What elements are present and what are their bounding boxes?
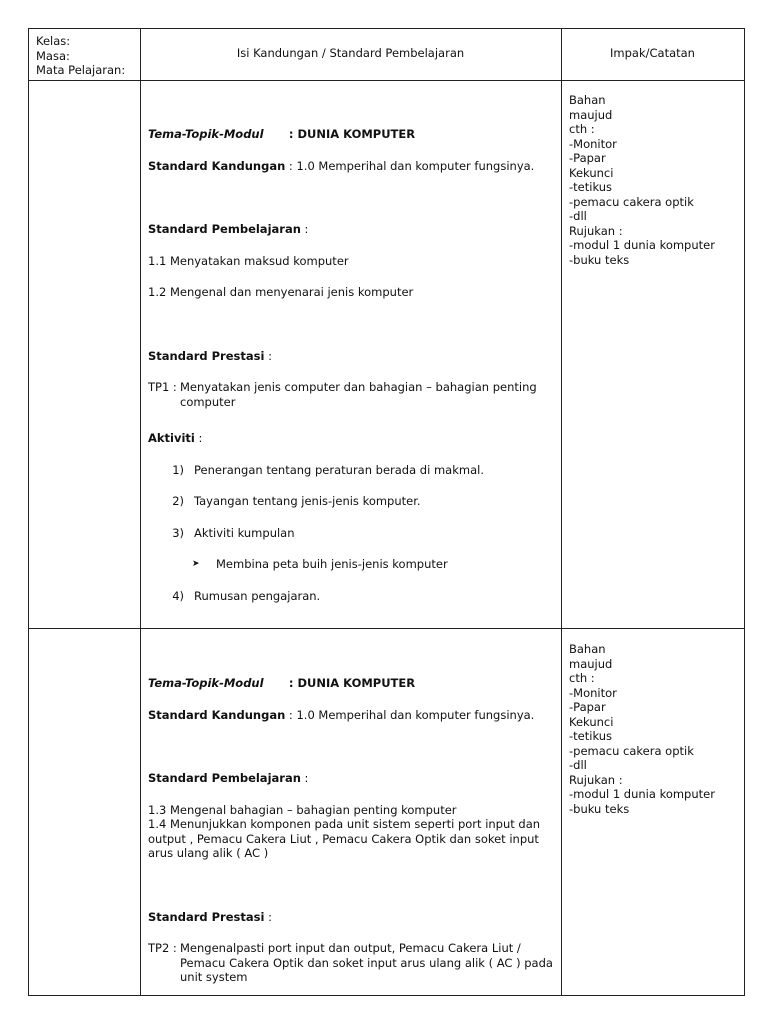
activity-number: 4) [172,588,184,603]
note-line: cth : [569,122,595,136]
note-line: Kekunci [569,165,614,180]
tema-value: : DUNIA KOMPUTER [288,676,416,690]
header-kelas: Kelas: [36,34,71,48]
prestasi-label: Standard Prestasi [148,348,265,363]
table-border-right [744,28,745,996]
note-line: Rujukan : [569,223,623,238]
sub-activity-item [192,557,553,572]
note-line: -Monitor [569,685,617,700]
header-mata-pelajaran: Mata Pelajaran: [36,63,126,77]
row-1-standard-prestasi [148,349,553,364]
row-1-aktiviti [148,431,553,446]
note-line: -modul 1 dunia komputer [569,238,715,252]
activity-number: 3) [172,525,184,540]
note-line: Rujukan : [569,772,623,787]
note-line: maujud [569,656,613,671]
sp-item: 1.4 Menunjukkan komponen pada unit sistem seperti port input dan output , Pemacu Cakera Liut , Pemacu Cakera Optik dan soket input arus ulang alik ( AC ) [148,817,541,860]
sp-item: 1.3 Mengenal bahagian – bahagian penting komputer [148,802,457,817]
sp-colon: : [300,222,309,236]
table-column-divider-1 [140,28,141,996]
note-line: -Papar [569,700,606,714]
row-1-standard-kandungan [148,159,553,174]
note-line: -buku teks [569,252,630,267]
activity-text: Aktiviti kumpulan [194,525,295,540]
tp-code: TP1 : [148,380,177,394]
activity-item [148,494,553,509]
header-class-info [36,34,125,78]
row-2-content [148,676,553,985]
tema-label: Tema-Topik-Modul [148,127,264,141]
sub-activity-text: Membina peta buih jenis-jenis komputer [216,557,448,571]
tema-value: : DUNIA KOMPUTER [288,127,416,141]
tp-code: TP2 : [148,941,177,955]
note-line: -dll [569,758,587,772]
note-line: -tetikus [569,729,613,743]
table-border-left [28,28,29,996]
sk-value: : 1.0 Memperihal dan komputer fungsinya. [285,707,535,722]
row-2-tp [148,941,553,985]
header-content-column: Isi Kandungan / Standard Pembelajaran [236,46,465,60]
tema-label: Tema-Topik-Modul [148,676,264,690]
activity-text: Tayangan tentang jenis-jenis komputer. [194,494,421,508]
prestasi-label: Standard Prestasi [148,909,265,924]
prestasi-colon: : [264,909,272,924]
note-line: -pemacu cakera optik [569,743,694,758]
header-notes-column: Impak/Catatan [610,46,695,60]
row-2-tema [148,676,553,691]
tp-text: Mengenalpasti port input dan output, Pemacu Cakera Liut / Pemacu Cakera Optik dan soket input arus ulang alik ( AC ) pada unit system [180,941,553,984]
activity-text: Penerangan tentang peraturan berada di makmal. [194,462,484,477]
table-row-divider [28,628,745,629]
tp-text: Menyatakan jenis computer dan bahagian – bahagian penting computer [180,380,537,409]
table-header-divider [28,80,745,81]
note-line: -tetikus [569,180,613,194]
note-line: -buku teks [569,801,630,816]
table-border-bottom [28,995,745,996]
note-line: maujud [569,107,613,122]
sk-value: : 1.0 Memperihal dan komputer fungsinya. [285,158,535,173]
activity-number: 1) [172,462,184,477]
note-line: Bahan [569,93,606,107]
aktiviti-label: Aktiviti [148,431,195,445]
note-line: Kekunci [569,714,614,729]
sp-item: 1.2 Mengenal dan menyenarai jenis komputer [148,285,414,299]
row-2-standard-pembelajaran [148,771,553,786]
sp-colon: : [300,771,309,785]
activity-number: 2) [172,494,184,508]
table-border-top [28,28,745,29]
row-1-tema [148,127,553,142]
activity-text: Rumusan pengajaran. [194,588,321,603]
note-line: -Papar [569,151,606,165]
row-1-content [148,127,553,603]
row-2-standard-prestasi [148,910,553,925]
activity-item [148,463,553,478]
row-2-standard-kandungan [148,708,553,723]
row-1-tp [148,380,553,409]
note-line: Bahan [569,642,606,656]
row-1-standard-pembelajaran [148,222,553,237]
header-masa: Masa: [36,48,70,63]
arrow-bullet-icon: ➤ [192,559,200,569]
table-column-divider-2 [561,28,562,996]
activity-item [148,526,553,541]
note-line: -Monitor [569,136,617,151]
note-line: -pemacu cakera optik [569,194,694,209]
sp-label: Standard Pembelajaran [148,222,301,236]
prestasi-colon: : [264,348,272,363]
note-line: -modul 1 dunia komputer [569,787,715,801]
sp-item: 1.1 Menyatakan maksud komputer [148,253,349,268]
row-1-notes [569,93,741,267]
sk-label: Standard Kandungan [148,707,286,722]
note-line: -dll [569,209,587,223]
sp-label: Standard Pembelajaran [148,771,301,785]
row-2-notes [569,642,741,816]
activity-item [148,589,553,604]
note-line: cth : [569,671,595,685]
aktiviti-colon: : [194,431,203,445]
sk-label: Standard Kandungan [148,158,286,173]
